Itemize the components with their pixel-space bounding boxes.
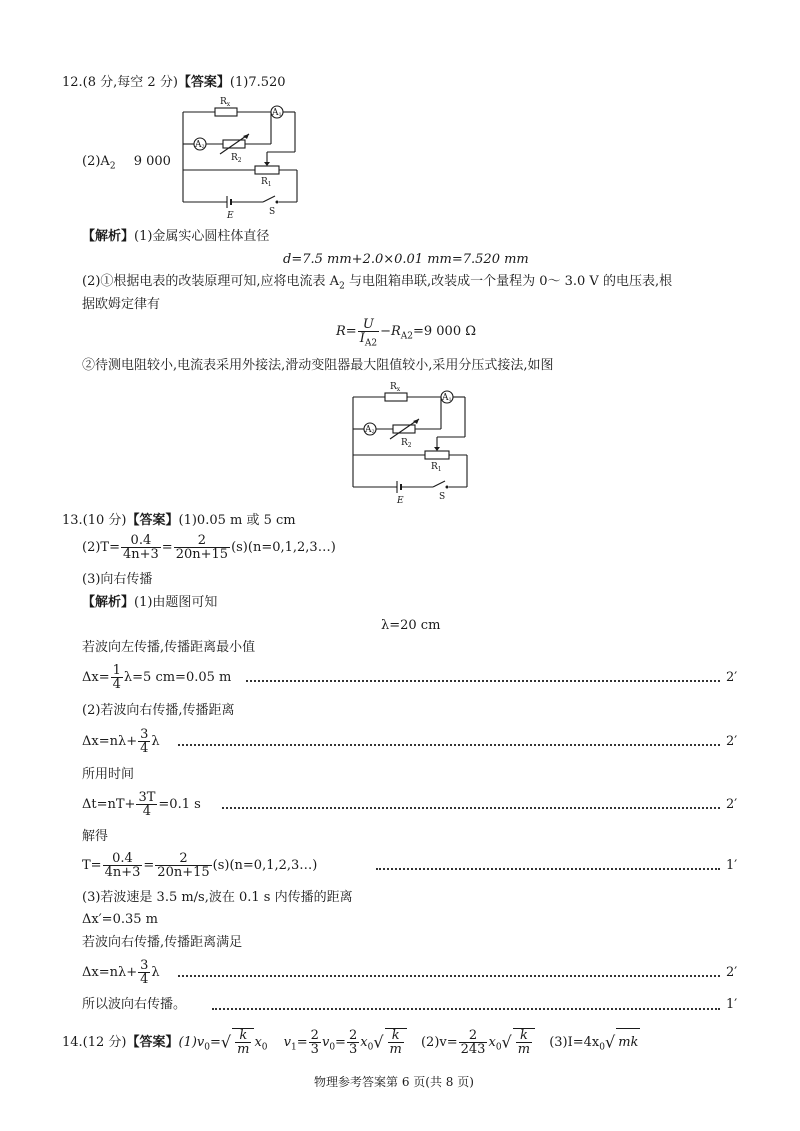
- score-3: 2′: [726, 797, 738, 812]
- circuit-diagram-answer: [175, 92, 310, 222]
- q12-answer-tag: 【答案】: [177, 75, 230, 90]
- q12-head: 12.(8 分,每空 2 分): [62, 75, 178, 90]
- label-a2: A2: [195, 140, 205, 150]
- q13-right2-text: 若波向右传播,传播距离满足: [82, 935, 243, 950]
- q12-analysis-2-line2: 据欧姆定律有: [82, 297, 161, 312]
- label-a1-2: A1: [442, 393, 452, 403]
- circuit-diagram-analysis: [345, 377, 480, 507]
- label-r1-2: $R_1$: [431, 462, 442, 473]
- label-e: E: [227, 211, 234, 221]
- score-1: 2′: [726, 670, 738, 685]
- q12-analysis-1: 【解析】(1)金属实心圆柱体直径: [82, 229, 270, 244]
- dot-leader: [178, 744, 720, 746]
- label-rx-2: $R_x$: [390, 382, 401, 393]
- q13-answer-line: 13.(10 分)【答案】(1)0.05 m 或 5 cm: [62, 513, 296, 528]
- q12-eq-diameter: d=7.5 mm+2.0×0.01 mm=7.520 mm: [283, 252, 529, 267]
- score-5: 2′: [726, 965, 738, 980]
- dot-leader: [376, 868, 720, 870]
- q12-answer-1: (1)7.520: [229, 75, 286, 90]
- dot-leader: [246, 680, 720, 682]
- q13-lambda: λ=20 cm: [381, 618, 441, 633]
- label-r2-2: $R_2$: [401, 438, 412, 449]
- label-e-2: E: [397, 496, 404, 506]
- label-a1: A1: [272, 108, 282, 118]
- q12-answer-line: [62, 74, 286, 92]
- label-s-2: S: [439, 492, 446, 502]
- q13-dt: Δt=nT+ $\frac{3T}{4}$ =0.1 s: [82, 790, 201, 819]
- q13-time-text: 所用时间: [82, 767, 135, 782]
- q12-answer-2: $(2)A_2$ 9 000: [82, 154, 171, 172]
- q13-answer-3: (3)向右传播: [82, 572, 153, 587]
- label-rx: $R_x$: [220, 97, 231, 108]
- q13-right-text: (2)若波向右传播,传播距离: [82, 703, 235, 718]
- q14-answer-line: 14.(12 分)【答案】$(1)v_0=√$ $\frac{k}{m}$ $x_0$ $v_1=$ $\frac{2}{3}$ $v_0=$ $\frac{2}{3}$ $x_0√$ $\frac{k}{m}$ (2)v= $\frac{2}{243}$ $x_0√$ $\frac{k}{m}$ $(3)I=4x_0√$ mk: [62, 1028, 639, 1057]
- q12-analysis-2-line1: (2)①根据电表的改装原理可知,应将电流表 $A_2$ 与电阻箱串联,改装成一个量程为 0～ 3.0 V 的电压表,根: [82, 274, 673, 292]
- label-s: S: [269, 207, 276, 217]
- label-r1: $R_1$: [261, 177, 272, 188]
- q12-analysis-2-line3: ②待测电阻较小,电流表采用外接法,滑动变阻器最大阻值较小,采用分压式接法,如图: [82, 358, 554, 373]
- score-4: 1′: [726, 858, 738, 873]
- dot-leader: [212, 1008, 720, 1010]
- label-r2: $R_2$: [231, 153, 242, 164]
- q13-solve-text: 解得: [82, 829, 109, 844]
- q12-eq-resistance: R= $\frac{U}{I_{A2}}$ $-R_{A2}=9$ 000 Ω: [336, 317, 477, 349]
- q13-analysis-3: (3)若波速是 3.5 m/s,波在 0.1 s 内传播的距离: [82, 890, 353, 905]
- q13-dx1: Δx= $\frac{1}{4}$ λ=5 cm=0.05 m: [82, 663, 232, 692]
- q13-dx2: Δx=nλ+ $\frac{3}{4}$ λ: [82, 727, 160, 756]
- score-2: 2′: [726, 734, 738, 749]
- q13-t-result: T= $\frac{0.4}{4n+3}$ = $\frac{2}{20n+15}$ (s)(n=0,1,2,3…): [82, 851, 318, 880]
- q13-dx-prime: Δx′=0.35 m: [82, 912, 158, 927]
- label-a2-2: A2: [365, 425, 375, 435]
- page-footer: 物理参考答案第 6 页(共 8 页): [314, 1075, 474, 1089]
- q13-conclusion: 所以波向右传播。: [82, 997, 187, 1012]
- score-6: 1′: [726, 997, 738, 1012]
- dot-leader: [178, 975, 720, 977]
- q13-dx3: Δx=nλ+ $\frac{3}{4}$ λ: [82, 958, 160, 987]
- q13-left-text: 若波向左传播,传播距离最小值: [82, 640, 256, 655]
- dot-leader: [222, 807, 720, 809]
- q13-analysis-1: 【解析】(1)由题图可知: [82, 595, 218, 610]
- q13-answer-2: (2)T= $\frac{0.4}{4n+3}$ = $\frac{2}{20n+15}$ (s)(n=0,1,2,3…): [82, 533, 336, 562]
